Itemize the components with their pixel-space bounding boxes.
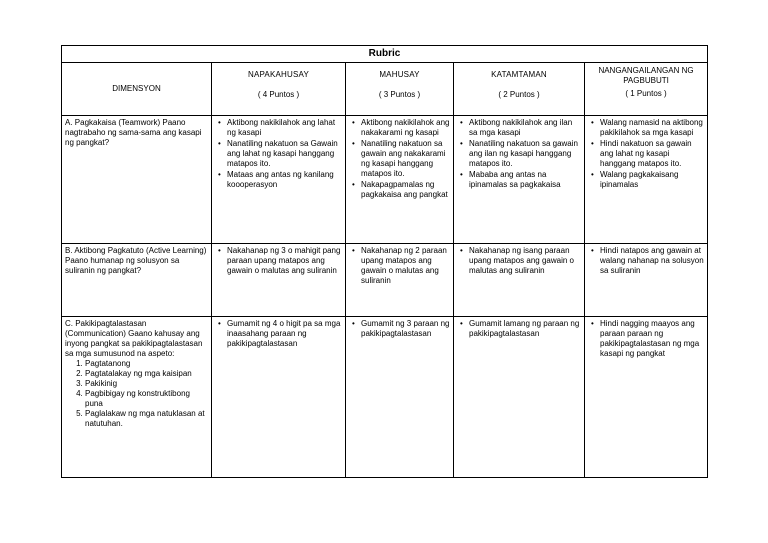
criteria-item: • Aktibong nakikilahok ang ilan sa mga kasapi — [469, 118, 581, 138]
criteria-item: • Hindi nagging maayos ang paraan paraan ng pakikipagtalastasan ng mga kasapi ng pangkat — [600, 319, 704, 359]
criteria-cell — [346, 244, 454, 317]
criteria-item: • Gumamit lamang ng paraan ng pakikipagtalastasan — [469, 319, 581, 339]
header-level-label: KATAMTAMAN — [491, 70, 547, 79]
criteria-item: • Nanatiling nakatuon sa gawain ang ilan ng kasapi hanggang matapos ito. — [469, 139, 581, 169]
criteria-cell — [454, 116, 585, 244]
criteria-cell — [454, 244, 585, 317]
criteria-cell — [212, 244, 346, 317]
dimension-cell — [62, 244, 212, 317]
criteria-cell — [454, 317, 585, 478]
criteria-item: • Hindi nakatuon sa gawain ang lahat ng kasapi hanggang matapos ito. — [600, 139, 704, 169]
criteria-item: • Nakahanap ng 3 o mahigit pang paraan upang matapos ang gawain o malutas ang suliranin — [227, 246, 342, 276]
criteria-cell — [585, 244, 708, 317]
aspect-item: 3. Pakikinig — [85, 379, 208, 389]
header-dimension: DIMENSYON — [62, 63, 212, 116]
criteria-item: • Gumamit ng 3 paraan ng pakikipagtalastasan — [361, 319, 450, 339]
rubric-table — [61, 45, 708, 478]
criteria-cell — [346, 317, 454, 478]
aspect-item: 4. Pagbibigay ng konstruktibong puna — [85, 389, 208, 409]
header-level-label: MAHUSAY — [379, 70, 420, 79]
criteria-item: • Nakapagpamalas ng pagkakaisa ang pangkat — [361, 180, 450, 200]
header-level-label: NAPAKAHUSAY — [247, 70, 310, 79]
dimension-text: B. Aktibong Pagkatuto (Active Learning) Paano humanap ng solusyon sa suliranin ng pangkat? — [65, 246, 207, 275]
criteria-item: • Gumamit ng 4 o higit pa sa mga inaasahang paraan ng pakikipagtalastasan — [227, 319, 342, 349]
header-level-2 — [454, 63, 585, 116]
criteria-item: • Walang pagkakaisang ipinamalas — [600, 170, 704, 190]
criteria-item: • Nakahanap ng 2 paraan upang matapos ang gawain o malutas ang suliranin — [361, 246, 450, 286]
criteria-item: • Mataas ang antas ng kanilang koooperasyon — [227, 170, 342, 190]
criteria-cell — [585, 116, 708, 244]
header-row — [62, 63, 708, 116]
table-row — [62, 317, 708, 478]
criteria-cell — [212, 317, 346, 478]
header-level-label: NANGANGAILANGAN NG PAGBUBUTI — [598, 66, 694, 85]
criteria-item: • Hindi natapos ang gawain at walang nahanap na solusyon sa suliranin — [600, 246, 704, 276]
table-title: Rubric — [62, 46, 708, 63]
table-row — [62, 116, 708, 244]
title-row — [62, 46, 708, 63]
table-row — [62, 244, 708, 317]
criteria-item: • Aktibong nakikilahok ang lahat ng kasapi — [227, 118, 342, 138]
header-level-points: ( 3 Puntos ) — [378, 90, 421, 99]
criteria-item: • Nakahanap ng isang paraan upang matapos ang gawain o malutas ang suliranin — [469, 246, 581, 276]
dimension-text: A. Pagkakaisa (Teamwork) Paano nagtrabaho ng sama-sama ang kasapi ng pangkat? — [65, 118, 202, 147]
dimension-cell — [62, 317, 212, 478]
criteria-item: • Nanatiling nakatuon sa Gawain ang lahat ng kasapi hanggang matapos ito. — [227, 139, 342, 169]
aspect-item: 1. Pagtatanong — [85, 359, 208, 369]
criteria-item: • Aktibong nakikilahok ang nakakarami ng kasapi — [361, 118, 450, 138]
dimension-text: C. Pakikipagtalastasan (Communication) Gaano kahusay ang inyong pangkat sa pakikipagtalastasan sa mga sumusunod na aspeto: — [65, 319, 203, 358]
header-level-1 — [585, 63, 708, 116]
aspect-item: 5. Paglalakaw ng mga natuklasan at natutuhan. — [85, 409, 208, 429]
dimension-cell — [62, 116, 212, 244]
criteria-item: • Walang namasid na aktibong pakikilahok sa mga kasapi — [600, 118, 704, 138]
criteria-item: • Mababa ang antas na ipinamalas sa pagkakaisa — [469, 170, 581, 190]
criteria-item: • Nanatiling nakatuon sa gawain ang nakakarami ng kasapi hanggang matapos ito. — [361, 139, 450, 179]
header-level-points: ( 4 Puntos ) — [257, 90, 300, 99]
header-level-3 — [346, 63, 454, 116]
header-level-points: ( 1 Puntos ) — [625, 89, 667, 98]
aspect-list — [65, 359, 208, 429]
header-level-4 — [212, 63, 346, 116]
criteria-cell — [212, 116, 346, 244]
header-level-points: ( 2 Puntos ) — [498, 90, 540, 99]
criteria-cell — [346, 116, 454, 244]
aspect-item: 2. Pagtatalakay ng mga kaisipan — [85, 369, 208, 379]
criteria-cell — [585, 317, 708, 478]
